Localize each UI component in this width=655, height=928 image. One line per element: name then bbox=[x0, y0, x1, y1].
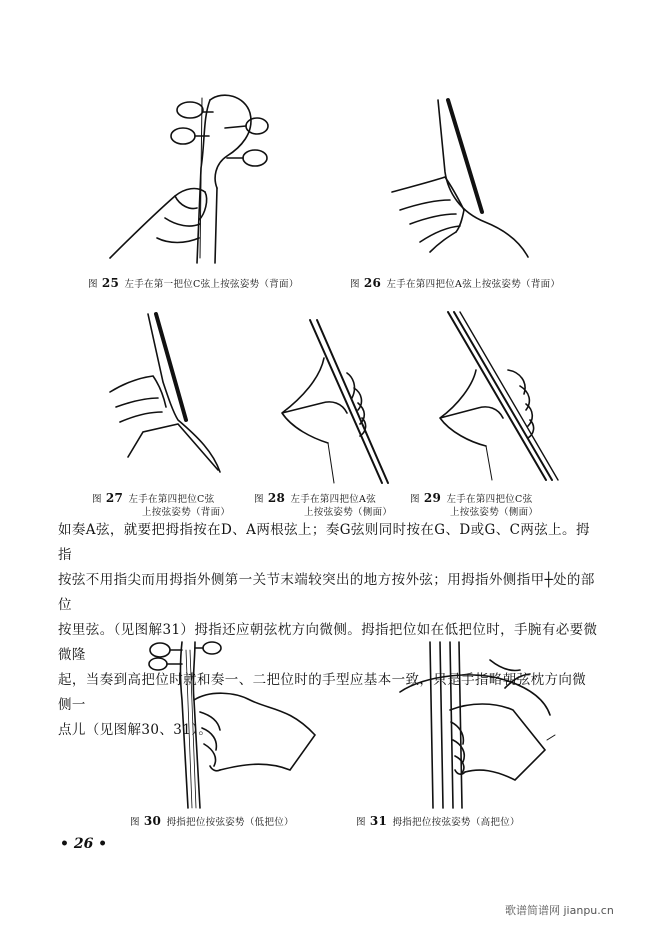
figure-29-caption bbox=[410, 492, 538, 519]
figure-29-illustration bbox=[428, 310, 568, 485]
watermark: 歌谱简谱网 jianpu.cn bbox=[505, 904, 614, 917]
figure-27-illustration bbox=[108, 312, 233, 482]
figure-28-text: 左手在第四把位A弦 bbox=[290, 494, 377, 505]
figure-30-caption bbox=[130, 814, 294, 828]
paragraph-line: 如奏A弦，就要把拇指按在D、A两根弦上；奏G弦则同时按在G、D或G、C两弦上。拇指 bbox=[58, 522, 590, 563]
figure-30-number: 30 bbox=[143, 814, 162, 828]
figure-29-number: 29 bbox=[423, 491, 442, 505]
figure-25-text: 左手在第一把位C弦上按弦姿势（背面） bbox=[124, 279, 299, 290]
figure-26-label: 图 bbox=[350, 279, 360, 290]
figure-28-number: 28 bbox=[267, 491, 286, 505]
paragraph-line: 按里弦。（见图解31）拇指还应朝弦枕方向微侧。拇指把位如在低把位时，手腕有必要微微隆 bbox=[58, 622, 598, 663]
figure-29-label: 图 bbox=[410, 494, 420, 505]
figure-25-illustration bbox=[105, 88, 285, 268]
paragraph-line: 点儿（见图解30、31）。 bbox=[58, 722, 213, 738]
figure-27-number: 27 bbox=[105, 491, 124, 505]
figure-31-text: 拇指把位按弦姿势（高把位） bbox=[392, 817, 520, 828]
figure-31-caption bbox=[356, 814, 520, 828]
figure-27-caption bbox=[92, 492, 230, 519]
figure-25-number: 25 bbox=[101, 276, 120, 290]
figure-29-text-line2: 上按弦姿势（侧面） bbox=[450, 507, 539, 518]
figure-30-text: 拇指把位按弦姿势（低把位） bbox=[166, 817, 294, 828]
figure-26-caption bbox=[350, 276, 560, 290]
figure-31-number: 31 bbox=[369, 814, 388, 828]
figure-28-illustration bbox=[262, 318, 402, 488]
figure-31-illustration bbox=[395, 640, 565, 810]
page-number: • 26 • bbox=[60, 836, 108, 852]
figure-27-text: 左手在第四把位C弦 bbox=[128, 494, 215, 505]
figure-26-illustration bbox=[390, 92, 560, 267]
figure-30-illustration bbox=[140, 640, 330, 810]
paragraph-line: 起，当奏到高把位时就和奏一、二把位时的手型应基本一致，只是手指略朝弦枕方向微侧一 bbox=[58, 672, 587, 713]
figure-28-text-line2: 上按弦姿势（侧面） bbox=[304, 507, 393, 518]
figure-25-caption bbox=[88, 276, 299, 290]
paragraph-line: 按弦不用指尖而用拇指外侧第一关节末端较突出的地方按外弦；用拇指外侧指甲┼处的部位 bbox=[58, 572, 595, 613]
figure-26-text: 左手在第四把位A弦上按弦姿势（背面） bbox=[386, 279, 561, 290]
figure-27-label: 图 bbox=[92, 494, 102, 505]
figure-29-text: 左手在第四把位C弦 bbox=[446, 494, 533, 505]
figure-27-text-line2: 上按弦姿势（背面） bbox=[142, 507, 231, 518]
figure-31-label: 图 bbox=[356, 817, 366, 828]
figure-30-label: 图 bbox=[130, 817, 140, 828]
figure-28-caption bbox=[254, 492, 392, 519]
figure-25-label: 图 bbox=[88, 279, 98, 290]
figure-28-label: 图 bbox=[254, 494, 264, 505]
figure-26-number: 26 bbox=[363, 276, 382, 290]
